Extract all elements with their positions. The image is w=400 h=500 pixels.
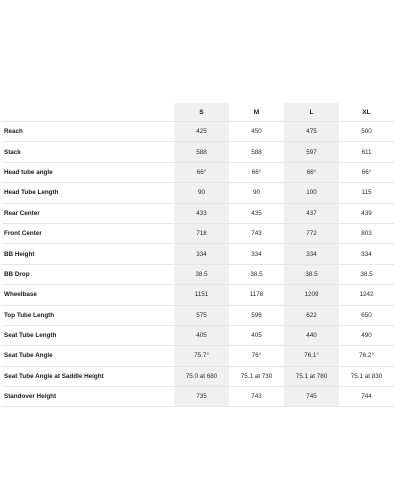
table-cell-s: 588 — [174, 142, 229, 162]
table-row — [2, 162, 394, 182]
table-cell-l: 440 — [284, 325, 339, 345]
row-label: Standover Height — [2, 387, 174, 407]
table-cell-m: 75.1 at 730 — [229, 366, 284, 386]
table-cell-l: 597 — [284, 142, 339, 162]
size-header-s: S — [174, 103, 229, 122]
table-cell-xl: 75.1 at 830 — [339, 366, 394, 386]
table-cell-l: 66° — [284, 162, 339, 182]
table-cell-m: 76° — [229, 346, 284, 366]
table-cell-m: 66° — [229, 162, 284, 182]
row-label: Seat Tube Angle at Saddle Height — [2, 366, 174, 386]
label-column-header — [2, 103, 174, 122]
table-cell-s: 1151 — [174, 285, 229, 305]
row-label: Wheelbase — [2, 285, 174, 305]
table-cell-m: 743 — [229, 223, 284, 243]
table-cell-m: 588 — [229, 142, 284, 162]
table-cell-l: 38.5 — [284, 264, 339, 284]
size-header-xl: XL — [339, 103, 394, 122]
table-row — [2, 122, 394, 142]
table-cell-xl: 38.5 — [339, 264, 394, 284]
table-cell-m: 1178 — [229, 285, 284, 305]
table-row — [2, 305, 394, 325]
geometry-table-body — [2, 122, 394, 407]
table-cell-m: 435 — [229, 203, 284, 223]
table-row — [2, 387, 394, 407]
table-row — [2, 366, 394, 386]
row-label: Top Tube Length — [2, 305, 174, 325]
row-label: Rear Center — [2, 203, 174, 223]
table-cell-s: 433 — [174, 203, 229, 223]
table-cell-m: 405 — [229, 325, 284, 345]
table-cell-s: 735 — [174, 387, 229, 407]
table-cell-xl: 744 — [339, 387, 394, 407]
size-header-l: L — [284, 103, 339, 122]
table-cell-l: 76.1° — [284, 346, 339, 366]
table-row — [2, 183, 394, 203]
table-cell-m: 596 — [229, 305, 284, 325]
table-row — [2, 244, 394, 264]
row-label: BB Height — [2, 244, 174, 264]
table-cell-xl: 650 — [339, 305, 394, 325]
table-cell-l: 622 — [284, 305, 339, 325]
table-cell-s: 405 — [174, 325, 229, 345]
table-cell-l: 334 — [284, 244, 339, 264]
table-cell-xl: 76.2° — [339, 346, 394, 366]
table-cell-xl: 803 — [339, 223, 394, 243]
size-header-row — [2, 103, 394, 122]
table-cell-s: 38.5 — [174, 264, 229, 284]
size-header-m: M — [229, 103, 284, 122]
table-cell-l: 437 — [284, 203, 339, 223]
row-label: Reach — [2, 122, 174, 142]
row-label: Seat Tube Angle — [2, 346, 174, 366]
table-row — [2, 346, 394, 366]
table-cell-s: 75.0 at 680 — [174, 366, 229, 386]
table-cell-xl: 490 — [339, 325, 394, 345]
table-cell-xl: 66° — [339, 162, 394, 182]
table-row — [2, 325, 394, 345]
table-cell-xl: 115 — [339, 183, 394, 203]
table-row — [2, 223, 394, 243]
row-label: Front Center — [2, 223, 174, 243]
table-cell-xl: 1242 — [339, 285, 394, 305]
table-cell-m: 90 — [229, 183, 284, 203]
table-cell-l: 100 — [284, 183, 339, 203]
table-cell-s: 575 — [174, 305, 229, 325]
row-label: Head tube angle — [2, 162, 174, 182]
table-row — [2, 203, 394, 223]
table-cell-l: 75.1 at 780 — [284, 366, 339, 386]
table-cell-s: 66° — [174, 162, 229, 182]
table-cell-s: 718 — [174, 223, 229, 243]
table-row — [2, 285, 394, 305]
row-label: Stack — [2, 142, 174, 162]
table-cell-m: 38.5 — [229, 264, 284, 284]
table-cell-xl: 500 — [339, 122, 394, 142]
row-label: BB Drop — [2, 264, 174, 284]
table-cell-m: 743 — [229, 387, 284, 407]
table-row — [2, 264, 394, 284]
table-cell-xl: 611 — [339, 142, 394, 162]
table-cell-l: 772 — [284, 223, 339, 243]
table-cell-s: 425 — [174, 122, 229, 142]
table-cell-s: 75.7° — [174, 346, 229, 366]
table-cell-m: 334 — [229, 244, 284, 264]
row-label: Head Tube Length — [2, 183, 174, 203]
table-cell-xl: 334 — [339, 244, 394, 264]
table-row — [2, 142, 394, 162]
table-cell-s: 90 — [174, 183, 229, 203]
table-cell-l: 1209 — [284, 285, 339, 305]
table-cell-l: 745 — [284, 387, 339, 407]
table-cell-xl: 439 — [339, 203, 394, 223]
table-cell-s: 334 — [174, 244, 229, 264]
geometry-table — [2, 103, 394, 407]
table-cell-m: 450 — [229, 122, 284, 142]
table-cell-l: 475 — [284, 122, 339, 142]
row-label: Seat Tube Length — [2, 325, 174, 345]
